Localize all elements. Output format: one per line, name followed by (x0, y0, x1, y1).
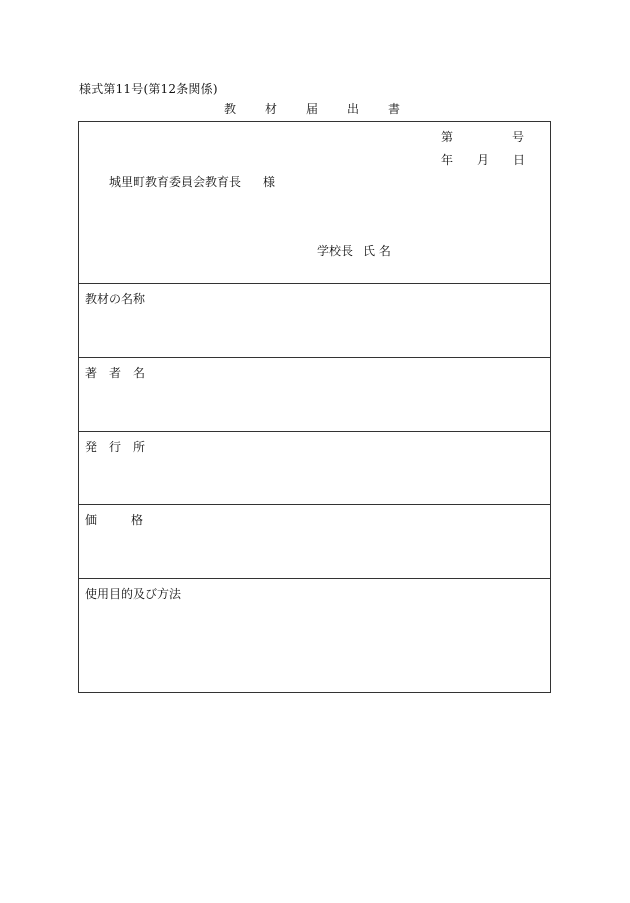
number-prefix-label: 第 (441, 130, 454, 144)
day-label: 日 (513, 153, 526, 167)
publisher-char: 行 (109, 440, 122, 454)
author-field[interactable] (79, 358, 550, 432)
number-suffix-label: 号 (512, 130, 525, 144)
document-title (224, 100, 429, 117)
publisher-char: 発 (85, 440, 98, 454)
title-char: 出 (347, 102, 360, 116)
title-char: 教 (224, 102, 237, 116)
price-char: 格 (131, 513, 144, 527)
principal-signature-line (317, 242, 391, 259)
title-char: 書 (388, 102, 401, 116)
year-label: 年 (441, 153, 454, 167)
publisher-label (85, 438, 145, 455)
title-char: 材 (265, 102, 278, 116)
price-field[interactable] (79, 505, 550, 579)
month-label: 月 (477, 153, 490, 167)
addressee (109, 173, 275, 190)
price-char: 価 (85, 513, 98, 527)
title-char: 届 (306, 102, 319, 116)
principal-name-label: 氏 名 (363, 244, 391, 258)
publisher-char: 所 (133, 440, 146, 454)
publisher-field[interactable] (79, 432, 550, 505)
header-section (79, 122, 550, 284)
author-char: 者 (109, 366, 122, 380)
honorific: 様 (263, 175, 276, 189)
addressee-name: 城里町教育委員会教育長 (109, 175, 242, 189)
usage-field[interactable] (79, 579, 550, 692)
document-number-line (441, 128, 524, 145)
date-line (441, 151, 549, 168)
author-char: 名 (133, 366, 146, 380)
material-name-label: 教材の名称 (85, 292, 146, 306)
form-table (78, 121, 551, 693)
author-label (85, 364, 145, 381)
price-label (85, 511, 143, 528)
principal-title: 学校長 (317, 244, 354, 258)
material-name-field[interactable] (79, 284, 550, 358)
author-char: 著 (85, 366, 98, 380)
usage-label: 使用目的及び方法 (85, 587, 182, 601)
form-number: 様式第11号(第12条関係) (79, 82, 218, 96)
